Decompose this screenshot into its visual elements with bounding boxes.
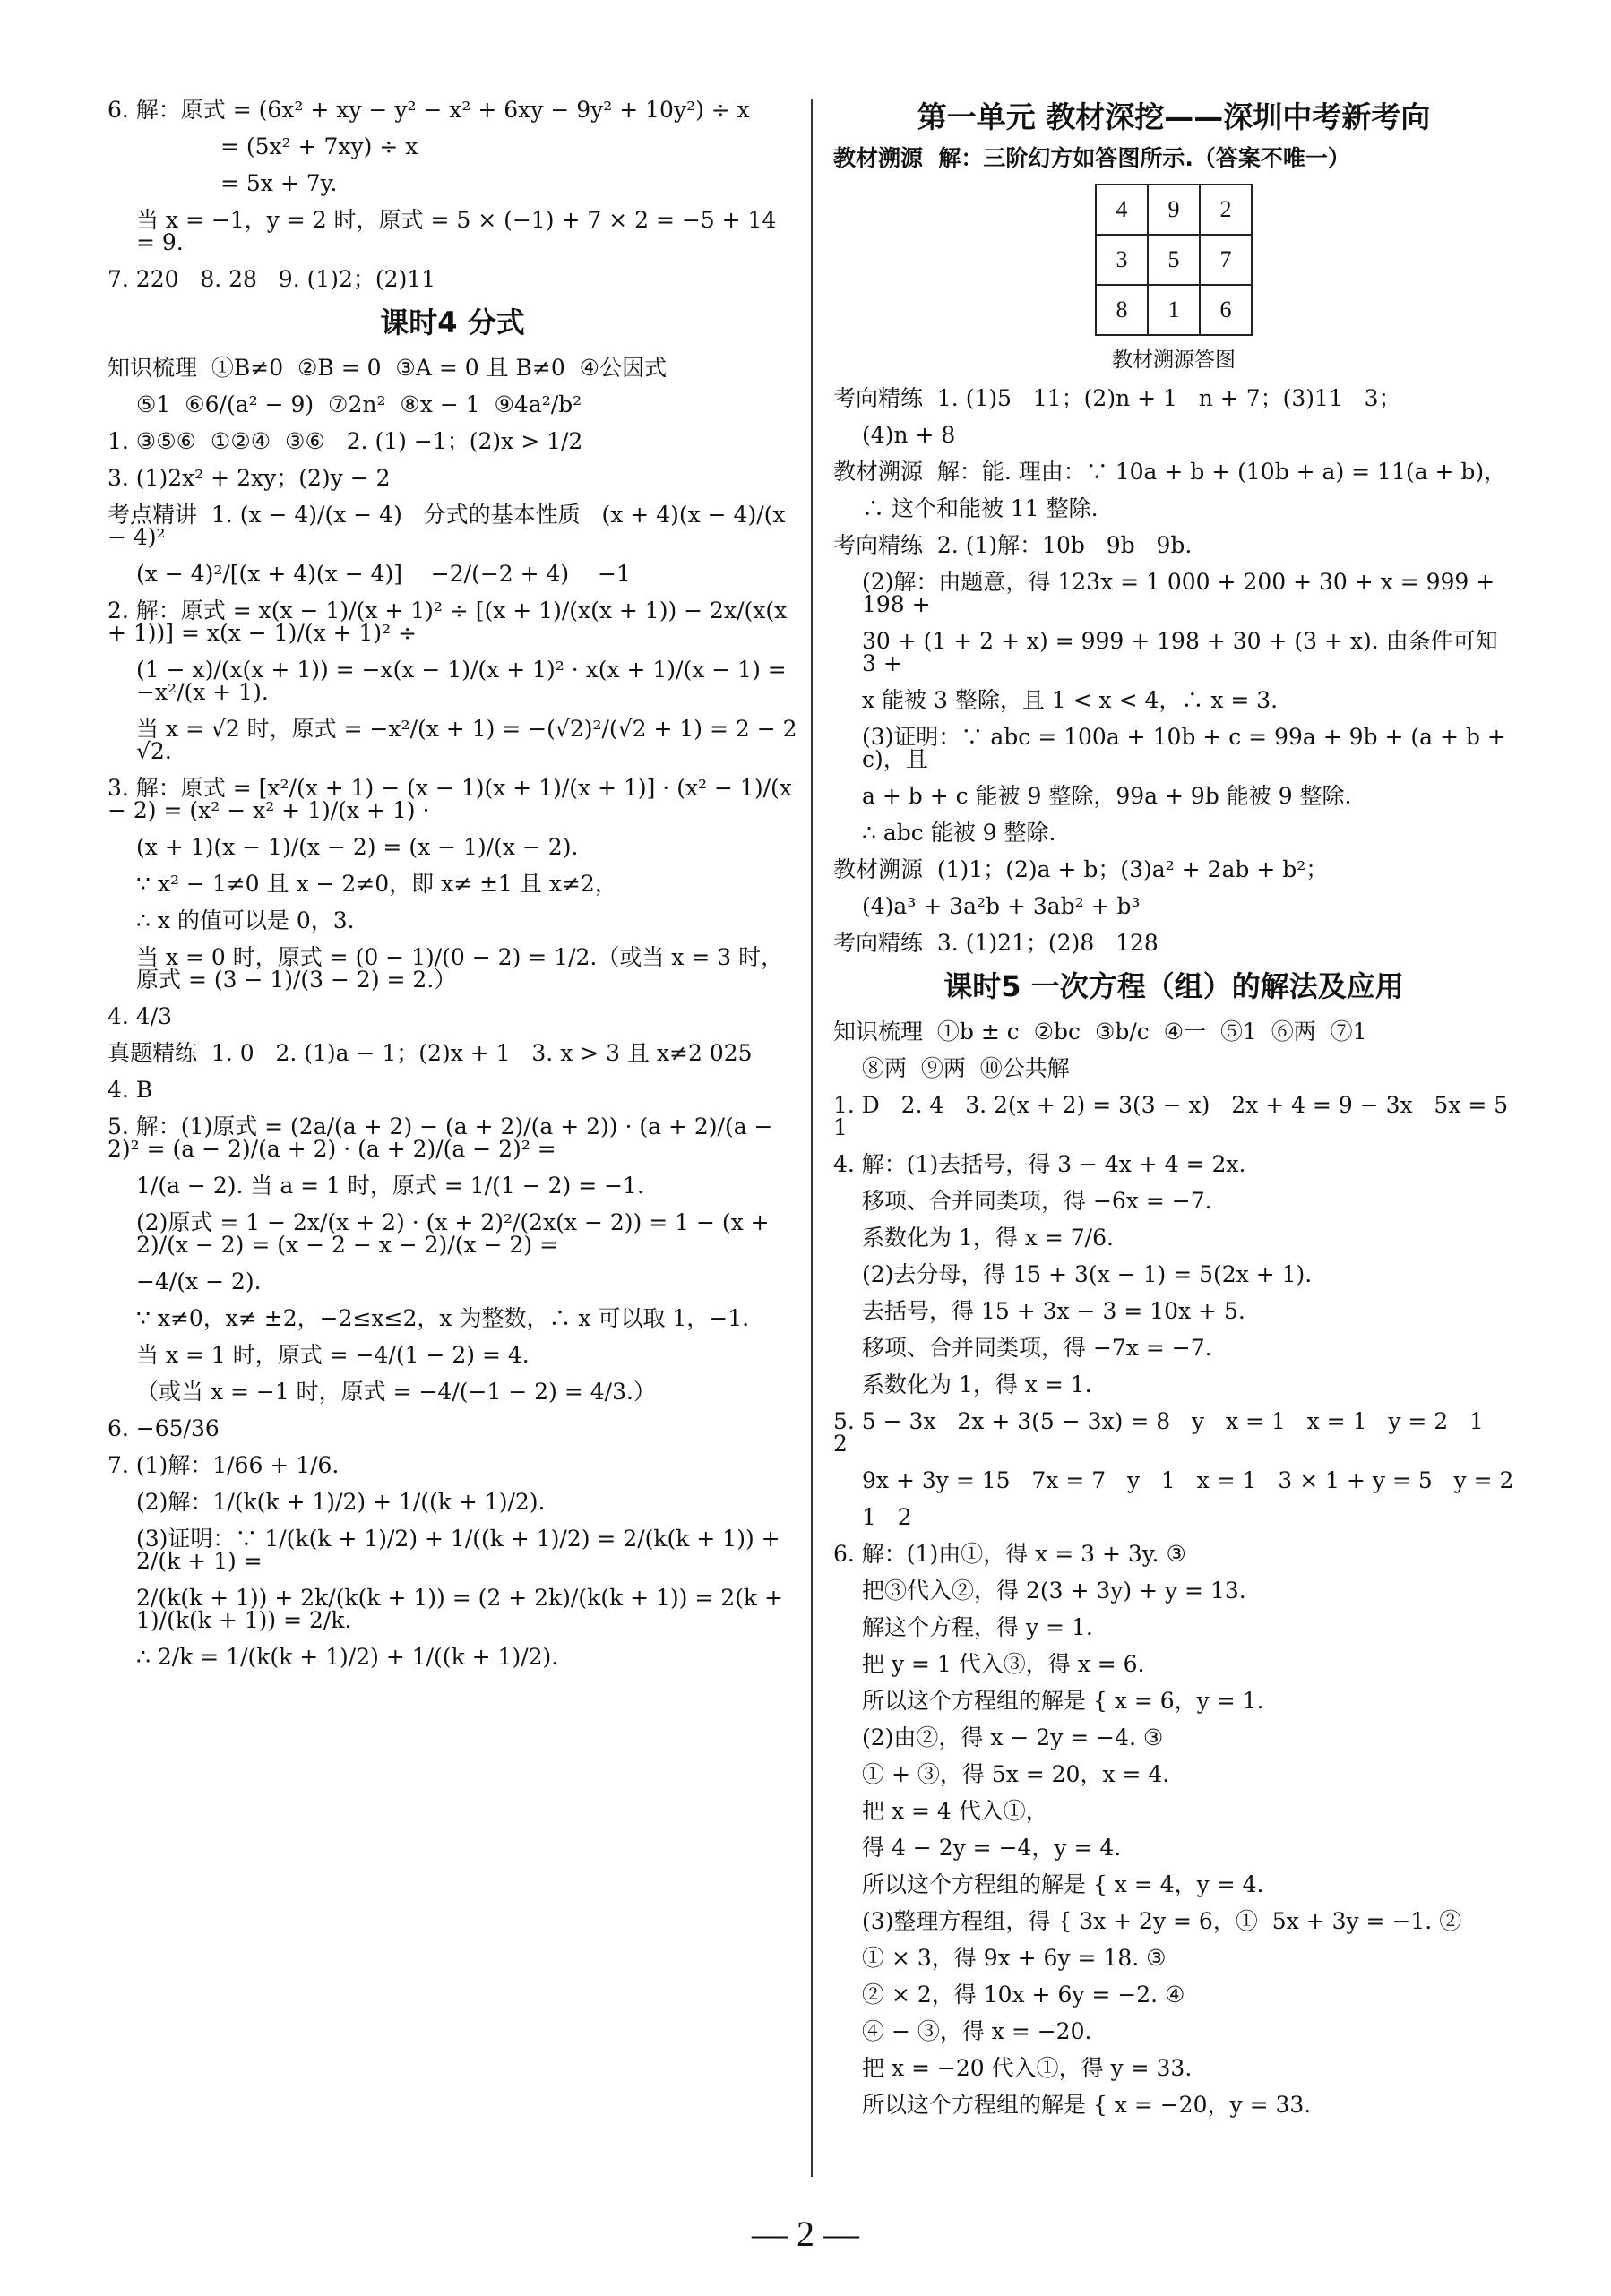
- text-line: 所以这个方程组的解是 { x = −20，y = 33.: [862, 2092, 1312, 2118]
- text-line: (2)由②，得 x − 2y = −4. ③: [862, 1724, 1164, 1750]
- text-line: 系数化为 1，得 x = 1.: [862, 1372, 1092, 1397]
- text-line: 5. 5 − 3x 2x + 3(5 − 3x) = 8 y x = 1 x = 1 y = 2 1 2: [833, 1408, 1505, 1457]
- text-line: ② × 2，得 10x + 6y = −2. ④: [862, 1982, 1185, 2008]
- text-line: 知识梳理 ①b ± c ②bc ③b/c ④一 ⑤1 ⑥两 ⑦1: [833, 1019, 1367, 1045]
- text-line: 当 x = 1 时，原式 = −4/(1 − 2) = 4.: [136, 1342, 530, 1368]
- text-line: 9x + 3y = 15 7x = 7 y 1 x = 1 3 × 1 + y = 5 y = 2: [862, 1467, 1514, 1493]
- text-line: −4/(x − 2).: [136, 1268, 262, 1294]
- text-line: 6. 解：(1)由①，得 x = 3 + 3y. ③: [833, 1541, 1186, 1567]
- text-line: ① + ③，得 5x = 20，x = 4.: [862, 1761, 1170, 1787]
- text-line: 考向精练 3. (1)21；(2)8 128: [833, 930, 1159, 956]
- text-line: 教材溯源 (1)1；(2)a + b；(3)a² + 2ab + b²；: [833, 856, 1329, 882]
- text-line: 7. (1)解：1/66 + 1/6.: [108, 1452, 340, 1478]
- text-line: 4. B: [108, 1077, 153, 1103]
- text-line: 系数化为 1，得 x = 7/6.: [862, 1225, 1114, 1251]
- text-line: ⑤1 ⑥6/(a² − 9) ⑦2n² ⑧x − 1 ⑨4a²/b²: [136, 391, 582, 417]
- right-lines: [833, 385, 1530, 2118]
- text-line: ∵ x² − 1≠0 且 x − 2≠0，即 x≠ ±1 且 x≠2，: [136, 871, 617, 897]
- lesson-title: 课时4 分式: [380, 305, 525, 340]
- magic-row: [1096, 235, 1252, 285]
- text-line: a + b + c 能被 9 整除，99a + 9b 能被 9 整除.: [862, 783, 1352, 809]
- magic-cell: 1: [1148, 285, 1200, 335]
- magic-cell: 3: [1096, 235, 1148, 285]
- text-line: 考向精练 2. (1)解：10b 9b 9b.: [833, 532, 1193, 558]
- text-line: 1/(a − 2). 当 a = 1 时，原式 = 1/(1 − 2) = −1.: [136, 1173, 644, 1199]
- text-line: 所以这个方程组的解是 { x = 6，y = 1.: [862, 1688, 1264, 1714]
- text-line: 2/(k(k + 1)) + 2k/(k(k + 1)) = (2 + 2k)/(k(k + 1)) = 2(k + 1)/(k(k + 1)) = 2/k.: [136, 1585, 790, 1633]
- text-line: 1 2: [862, 1504, 912, 1530]
- text-line: 移项、合并同类项，得 −7x = −7.: [862, 1335, 1212, 1361]
- magic-cell: 6: [1200, 285, 1252, 335]
- magic-cell: 2: [1200, 185, 1252, 235]
- text-line: 4. 解：(1)去括号，得 3 − 4x + 4 = 2x.: [833, 1151, 1246, 1177]
- text-line: 把 y = 1 代入③，得 x = 6.: [862, 1651, 1145, 1677]
- text-line: (x + 1)(x − 1)/(x − 2) = (x − 1)/(x − 2).: [136, 834, 579, 860]
- text-line: ∴ 这个和能被 11 整除.: [862, 495, 1098, 521]
- text-line: ① × 3，得 9x + 6y = 18. ③: [862, 1945, 1167, 1971]
- text-line: = 5x + 7y.: [220, 170, 338, 196]
- magic-cell: 4: [1096, 185, 1148, 235]
- text-line: (3)整理方程组，得 { 3x + 2y = 6，① 5x + 3y = −1. ②: [862, 1908, 1462, 1934]
- magic-caption: 教材溯源答图: [1112, 348, 1236, 372]
- magic-square-table: [1095, 184, 1253, 336]
- right-top-line: 教材溯源 解：三阶幻方如答图所示.（答案不唯一）: [833, 145, 1350, 171]
- text-line: = (5x² + 7xy) ÷ x: [220, 133, 418, 159]
- text-line: (2)解：1/(k(k + 1)/2) + 1/((k + 1)/2).: [136, 1489, 546, 1515]
- page-number: — 2 —: [752, 2214, 859, 2254]
- text-line: 把 x = 4 代入①，: [862, 1798, 1048, 1824]
- text-line: 解这个方程，得 y = 1.: [862, 1614, 1093, 1640]
- text-line: 3. 解：原式 = [x²/(x + 1) − (x − 1)(x + 1)/(x + 1)] · (x² − 1)/(x − 2) = (x² − x² + 1)/(x + 1) ·: [108, 775, 799, 823]
- text-line: (3)证明：∵ abc = 100a + 10b + c = 99a + 9b + (a + b + c)，且: [862, 724, 1513, 772]
- text-line: 3. (1)2x² + 2xy；(2)y − 2: [108, 465, 391, 491]
- text-line: ∴ abc 能被 9 整除.: [862, 820, 1056, 846]
- text-line: 7. 220 8. 28 9. (1)2；(2)11: [108, 266, 436, 292]
- text-line: (x − 4)²/[(x + 4)(x − 4)] −2/(−2 + 4) −1: [136, 561, 631, 587]
- text-line: 所以这个方程组的解是 { x = 4，y = 4.: [862, 1871, 1264, 1897]
- right-column: [833, 99, 1530, 2130]
- text-line: (4)n + 8: [862, 422, 956, 448]
- magic-cell: 7: [1200, 235, 1252, 285]
- text-line: 移项、合并同类项，得 −6x = −7.: [862, 1188, 1212, 1214]
- text-line: ④ − ③，得 x = −20.: [862, 2018, 1092, 2044]
- text-line: 得 4 − 2y = −4，y = 4.: [862, 1835, 1122, 1861]
- text-line: (4)a³ + 3a²b + 3ab² + b³: [862, 893, 1141, 919]
- text-line: （或当 x = −1 时，原式 = −4/(−1 − 2) = 4/3.）: [136, 1379, 656, 1405]
- left-column: [108, 99, 797, 1682]
- text-line: ∴ x 的值可以是 0，3.: [136, 907, 355, 933]
- magic-row: [1096, 285, 1252, 335]
- text-line: (3)证明：∵ 1/(k(k + 1)/2) + 1/((k + 1)/2) = 2/(k(k + 1)) + 2/(k + 1) =: [136, 1526, 788, 1574]
- lesson-title: 课时5 一次方程（组）的解法及应用: [943, 969, 1404, 1003]
- text-line: 把 x = −20 代入①，得 y = 33.: [862, 2055, 1193, 2081]
- text-line: 把③代入②，得 2(3 + 3y) + y = 13.: [862, 1578, 1246, 1604]
- magic-cell: 5: [1148, 235, 1200, 285]
- text-line: ∵ x≠0，x≠ ±2，−2≤x≤2，x 为整数，∴ x 可以取 1，−1.: [136, 1305, 750, 1331]
- text-line: 6. −65/36: [108, 1415, 220, 1441]
- text-line: x 能被 3 整除，且 1 < x < 4，∴ x = 3.: [862, 687, 1279, 713]
- magic-cell: 8: [1096, 285, 1148, 335]
- magic-row: [1096, 185, 1252, 235]
- text-line: 知识梳理 ①B≠0 ②B = 0 ③A = 0 且 B≠0 ④公因式: [108, 355, 668, 381]
- text-line: 当 x = √2 时，原式 = −x²/(x + 1) = −(√2)²/(√2 + 1) = 2 − 2√2.: [136, 716, 797, 764]
- text-line: (1 − x)/(x(x + 1)) = −x(x − 1)/(x + 1)² · x(x + 1)/(x − 1) = −x²/(x + 1).: [136, 657, 794, 705]
- text-line: ∴ 2/k = 1/(k(k + 1)/2) + 1/((k + 1)/2).: [136, 1644, 559, 1670]
- text-line: 真题精练 1. 0 2. (1)a − 1；(2)x + 1 3. x > 3 且 x≠2 025: [108, 1040, 753, 1066]
- text-line: 当 x = 0 时，原式 = (0 − 1)/(0 − 2) = 1/2.（或当 x = 3 时，原式 = (3 − 1)/(3 − 2) = 2.）: [136, 944, 784, 993]
- text-line: 当 x = −1，y = 2 时，原式 = 5 × (−1) + 7 × 2 = −5 + 14 = 9.: [136, 207, 784, 255]
- text-line: 教材溯源 解：能. 理由：∵ 10a + b + (10b + a) = 11(a + b)，: [833, 459, 1507, 485]
- text-line: 考向精练 1. (1)5 11；(2)n + 1 n + 7；(3)11 3；: [833, 385, 1401, 411]
- column-divider: [811, 99, 813, 2177]
- text-line: 1. ③⑤⑥ ①②④ ③⑥ 2. (1) −1；(2)x > 1/2: [108, 428, 583, 454]
- text-line: 去括号，得 15 + 3x − 3 = 10x + 5.: [862, 1298, 1245, 1324]
- text-line: 4. 4/3: [108, 1003, 173, 1029]
- text-line: 5. 解：(1)原式 = (2a/(a + 2) − (a + 2)/(a + 2)) · (a + 2)/(a − 2)² = (a − 2)/(a + 2) · (a + 2)/(a − 2)² =: [108, 1114, 780, 1162]
- text-line: 30 + (1 + 2 + x) = 999 + 198 + 30 + (3 + x). 由条件可知 3 +: [862, 628, 1505, 676]
- unit-title: 第一单元 教材深挖——深圳中考新考向: [917, 99, 1431, 134]
- text-line: (2)解：由题意，得 123x = 1 000 + 200 + 30 + x = 999 + 198 +: [862, 569, 1503, 617]
- text-line: (2)原式 = 1 − 2x/(x + 2) · (x + 2)²/(2x(x − 2)) = 1 − (x + 2)/(x − 2) = (x − 2 − x − 2)/(x − 2) =: [136, 1209, 777, 1258]
- text-line: 6. 解：原式 = (6x² + xy − y² − x² + 6xy − 9y² + 10y²) ÷ x: [108, 97, 750, 123]
- text-line: 考点精讲 1. (x − 4)/(x − 4) 分式的基本性质 (x + 4)(x − 4)/(x − 4)²: [108, 502, 793, 550]
- text-line: 1. D 2. 4 3. 2(x + 2) = 3(3 − x) 2x + 4 = 9 − 3x 5x = 5 1: [833, 1092, 1530, 1140]
- text-line: ⑧两 ⑨两 ⑩公共解: [862, 1055, 1070, 1081]
- text-line: 2. 解：原式 = x(x − 1)/(x + 1)² ÷ [(x + 1)/(x(x + 1)) − 2x/(x(x + 1))] = x(x − 1)/(x + 1)² ÷: [108, 598, 795, 646]
- text-line: (2)去分母，得 15 + 3(x − 1) = 5(2x + 1).: [862, 1261, 1313, 1287]
- magic-cell: 9: [1148, 185, 1200, 235]
